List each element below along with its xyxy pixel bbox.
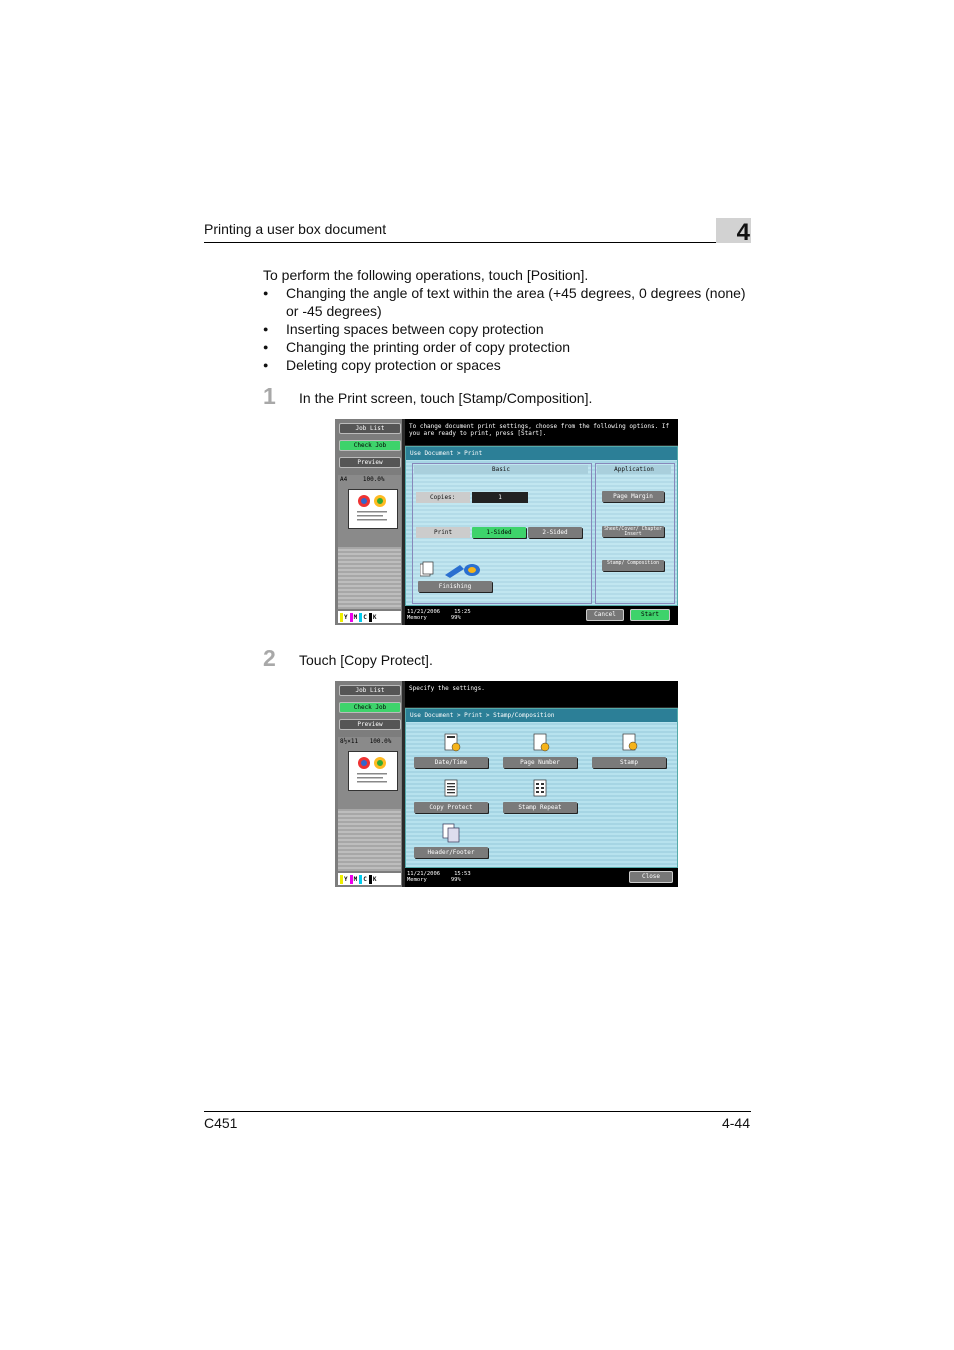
stamp-icon [622, 733, 640, 753]
bullet-list [263, 284, 753, 374]
stamp-repeat-icon [533, 779, 549, 799]
stamp-button[interactable]: Stamp [592, 757, 666, 768]
application-tab-label: Application [597, 465, 671, 474]
page-number-icon [533, 733, 551, 753]
cancel-button[interactable]: Cancel [586, 609, 624, 621]
color-wheel-icon [349, 752, 397, 790]
left-panel [335, 681, 402, 887]
preview-button[interactable]: Preview [339, 719, 401, 730]
memory-label: Memory [407, 877, 427, 883]
one-sided-button[interactable]: 1-Sided [472, 527, 526, 538]
step-text: In the Print screen, touch [Stamp/Composition]. [299, 390, 593, 406]
chapter-number: 4 [716, 218, 751, 243]
memory-value: 99% [450, 615, 461, 621]
zoom-ratio: 100.0% [369, 738, 392, 745]
close-button[interactable]: Close [629, 871, 673, 883]
memory-value: 99% [450, 877, 461, 883]
stamp-repeat-button[interactable]: Stamp Repeat [503, 802, 577, 813]
breadcrumb: Use Document > Print > Stamp/Composition [406, 709, 677, 722]
step-number: 1 [263, 383, 276, 409]
step-number: 2 [263, 645, 276, 671]
finishing-icon [420, 561, 490, 581]
header-rule [204, 242, 751, 243]
finishing-button[interactable]: Finishing [418, 581, 492, 592]
date-time-icon [444, 733, 462, 753]
copy-protect-icon [444, 779, 460, 799]
check-job-button[interactable]: Check Job [339, 702, 401, 713]
bullet-item: ● Deleting copy protection or spaces [263, 356, 753, 374]
header-footer-button[interactable]: Header/Footer [414, 847, 488, 858]
message-bar: Specify the settings. [405, 681, 678, 707]
document-thumbnail [348, 489, 398, 529]
stamp-composition-button[interactable]: Stamp/ Composition [602, 560, 664, 571]
copies-value[interactable]: 1 [472, 492, 528, 503]
two-sided-button[interactable]: 2-Sided [528, 527, 582, 538]
color-wheel-icon [349, 490, 397, 528]
status-bar [405, 868, 678, 887]
footer-model: C451 [204, 1115, 238, 1131]
copies-label: Copies: [416, 492, 470, 503]
basic-tab-label: Basic [414, 465, 588, 474]
paper-size: A4 [340, 476, 348, 483]
preview-area [338, 475, 401, 547]
bullet-item: ● Inserting spaces between copy protection [263, 320, 753, 338]
paper-size: 8½×11 [340, 738, 359, 745]
date-time-button[interactable]: Date/Time [414, 757, 488, 768]
left-panel [335, 419, 402, 625]
status-bar [405, 606, 678, 625]
preview-button[interactable]: Preview [339, 457, 401, 468]
date-text: 11/21/2006 [407, 871, 441, 877]
print-label: Print [416, 527, 470, 538]
page-margin-button[interactable]: Page Margin [602, 491, 664, 502]
settings-panel [405, 446, 678, 606]
print-screen-screenshot [335, 419, 678, 625]
preview-area [338, 737, 401, 809]
footer-rule [204, 1111, 751, 1112]
job-list-button[interactable]: Job List [339, 685, 401, 696]
sheet-cover-insert-button[interactable]: Sheet/Cover/ Chapter Insert [602, 526, 664, 537]
breadcrumb: Use Document > Print [406, 447, 677, 460]
bullet-item: ● Changing the angle of text within the area (+45 degrees, 0 degrees (none) or -45 degrees) [263, 284, 753, 320]
date-text: 11/21/2006 [407, 609, 441, 615]
intro-text: To perform the following operations, touch [Position]. [263, 267, 589, 283]
time-text: 15:53 [454, 871, 471, 877]
toner-indicator: Y M C K [338, 611, 401, 623]
footer-page-number: 4-44 [721, 1115, 750, 1131]
copy-protect-button[interactable]: Copy Protect [414, 802, 488, 813]
memory-label: Memory [407, 615, 427, 621]
time-text: 15:25 [454, 609, 471, 615]
step-text: Touch [Copy Protect]. [299, 652, 433, 668]
zoom-ratio: 100.0% [362, 476, 385, 483]
check-job-button[interactable]: Check Job [339, 440, 401, 451]
document-thumbnail [348, 751, 398, 791]
start-button[interactable]: Start [630, 609, 670, 621]
job-list-button[interactable]: Job List [339, 423, 401, 434]
bullet-item: ● Changing the printing order of copy protection [263, 338, 753, 356]
stamp-composition-screen-screenshot [335, 681, 678, 887]
message-bar: To change document print settings, choose from the following options. If you are ready to print, press [Start]. [405, 419, 678, 445]
settings-panel [405, 708, 678, 868]
running-header-title: Printing a user box document [204, 221, 387, 237]
toner-indicator: Y M C K [338, 873, 401, 885]
header-footer-icon [442, 823, 462, 843]
page-number-button[interactable]: Page Number [503, 757, 577, 768]
